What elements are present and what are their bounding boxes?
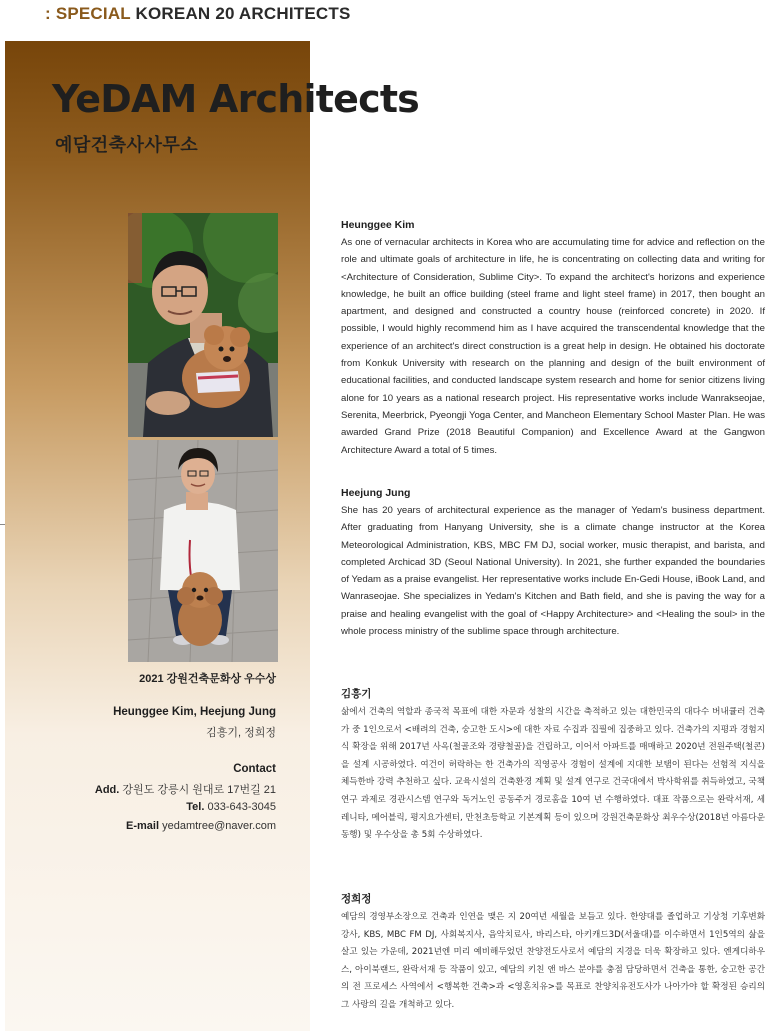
portrait-man-illustration <box>128 213 278 437</box>
contact-email <box>126 820 276 832</box>
series-header <box>45 4 350 26</box>
telephone-value: 033-643-3045 <box>207 801 276 813</box>
telephone-label: Tel. <box>186 801 205 813</box>
bio-kim-korean-text: 삶에서 건축의 역할과 종국적 목표에 대한 자문과 성찰의 시간을 축적하고 있는 대한민국의 대다수 버내큘러 건축가 중 1인으로서 <배려의 건축, 숭고한 도시>에 대한 자료 수집과 집필에 집중하고 있다. 건축가의 지평과 경험지식 확장을 위해 2017년 사옥(철골조와 경량철골)을 건립하고, 이어서 아파트를 매매하고 2020년 전원주택(철콘)을 설계 시공하였다. 여건이 허락하는 한 건축가의 직영공사 경험이 설계에 지대한 보탬이 된다는 선험적 지식을 체득한바 강력 추천하고 싶다. 교육시설의 건축환경 계획 및 설계 연구로 건국대에서 박사학위를 취득하였고, 국책연구 과제로 경관시스템 연구와 독거노인 공동주거 경로홈을 10여 년 수행하였다. 대표 작품으로는 완락서재, 세레니타, 메어블릭, 평지요가센터, 만천초등학교 기본계획 등이 있으며 강원건축문화상 최우수상(2018년 아름다운 동행) 및 우수상을 총 5회 수상하였다. <box>341 707 765 841</box>
header-series-title: KOREAN 20 ARCHITECTS <box>135 4 351 23</box>
page-title: YeDAM Architects <box>52 77 419 121</box>
contact-address <box>95 781 276 797</box>
bio-jung-korean-text: 예담의 경영부소장으로 건축과 인연을 맺은 지 20여년 세월을 보듬고 있다. 한양대를 졸업하고 기상청 기후변화 강사, KBS, MBC FM DJ, 사회복지사, 음악치료사, 바리스타, 아키캐드3D(서울대)를 이수하면서 1인5역의 삶을 살고 있는 가운데, 2021년엔 미리 예비해두었던 찬양전도사로서 예담의 지경을 더욱 확장하고 있다. 엔게디하우스, 아이북랜드, 완락서재 등 작품이 있고, 예담의 키친 앤 바스 분야를 충점 담당하면서 건축을 통한, 숭고한 공간의 전 프로세스 사역에서 <행복한 건축>과 <영혼치유>를 목표로 찬양치유전도사가 나아가야 할 확정된 승리의 그 사랑의 길을 개척하고 있다. <box>341 912 765 1010</box>
bio-kim-korean <box>341 686 765 845</box>
header-special: SPECIAL <box>55 4 131 23</box>
bio-kim-english-name: Heunggee Kim <box>341 219 415 231</box>
bio-jung-english <box>341 487 765 640</box>
photo-woman-with-dog <box>128 440 278 662</box>
bio-jung-korean-name: 정희정 <box>341 893 372 905</box>
architect-names-korean: 김흥기, 정희정 <box>206 727 276 739</box>
address-label: Add. <box>94 784 120 796</box>
portrait-woman-illustration <box>128 440 278 662</box>
photo-man-with-dog <box>128 213 278 437</box>
address-value: 강원도 강릉시 원대로 17번길 21 <box>122 784 276 796</box>
architect-names-english: Heunggee Kim, Heejung Jung <box>113 706 276 718</box>
bio-kim-korean-name: 김흥기 <box>341 688 372 700</box>
page-subtitle-korean: 예담건축사사무소 <box>55 135 199 156</box>
email-value: yedamtree@naver.com <box>162 820 276 832</box>
email-label: E-mail <box>126 820 160 832</box>
contact-heading: Contact <box>233 763 276 775</box>
bio-kim-english <box>341 219 765 459</box>
contact-telephone <box>186 801 276 813</box>
award-label: 2021 강원건축문화상 우수상 <box>139 673 276 685</box>
header-colon: : <box>45 4 51 23</box>
bio-jung-english-text: She has 20 years of architectural experience as the manager of Yedam's business department. After graduating from Hanyang University, she is a climate change instructor at the Korea Meteorological Administration, KBS, MBC FM DJ, social worker, music therapist, and barista, and completed Archicad 3D (Seoul National University). In 2021, she further expanded the boundaries of Yedam as a praise evangelist. Her representative works include En-Gedi House, iBook Land, and Wanraseojae. She specializes in Yedam's Kitchen and Bath field, and she is paving the way for a praise and healing evangelist with the goal of <Happy Architecture> and <Healing the soul> in the whole process ministry of the sublime space through architecture. <box>341 505 765 638</box>
bio-jung-korean <box>341 891 765 1015</box>
bio-jung-english-name: Heejung Jung <box>341 487 411 499</box>
bio-kim-english-text: As one of vernacular architects in Korea who are accumulating time for advice and reflection on the role and ultimate goals of architecture in life, he is concentrating on collecting data and writing for <Architecture of Consideration, Sublime City>. To expand the architect's horizons and experience knowledge, he built an office building (steel frame and light steel frame) in 2017, then bought an apartment, and designed and constructed a country house (reinforced concrete) in 2020. If possible, I would highly recommend him as I have acquired the transcendental knowledge that the experience of an architect's direct construction is a great help in design. He obtained his doctorate from Konkuk University with research on the planning and design of the built environment of educational facilities, and conducted landscape system research and home for senior citizens living alone for 10 years as a national research project. His representative works include Wanrakseojae, Serenita, Meerbrick, Pyeongji Yoga Center, and Mancheon Elementary School Master Plan. He was awarded Grand Prize (2018 Beautiful Companion) and Excellence Award at the Gangwon Architecture Award a total of 5 times. <box>341 237 765 456</box>
